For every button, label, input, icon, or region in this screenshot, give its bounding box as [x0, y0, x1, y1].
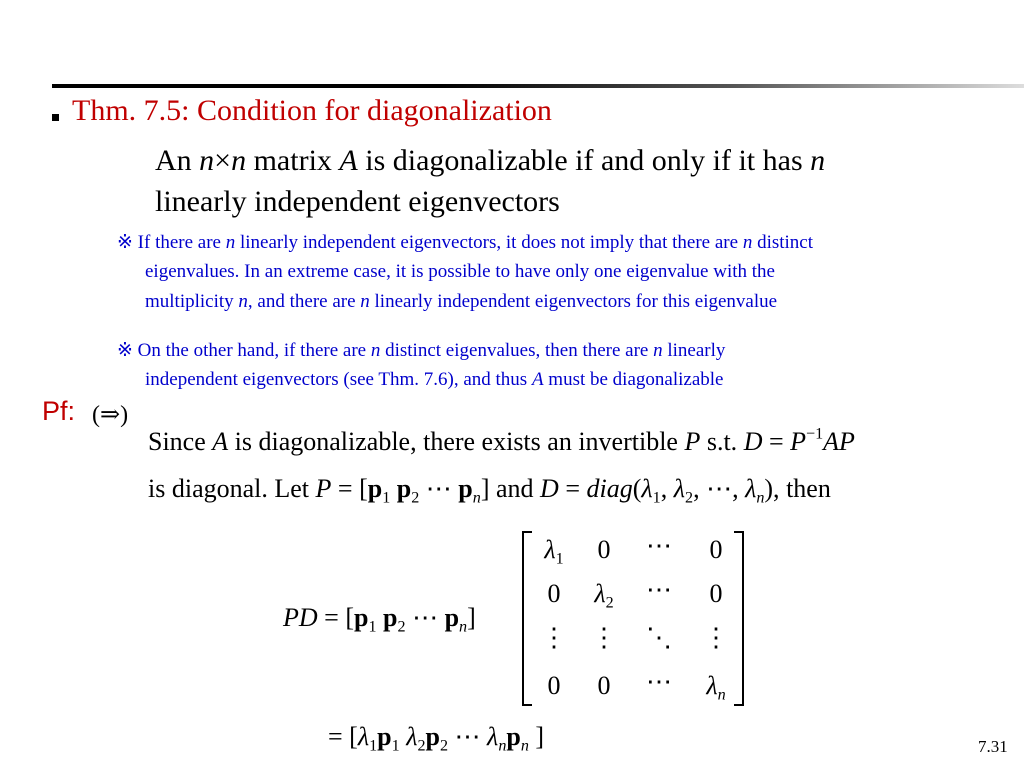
theorem-title: Thm. 7.5: Condition for diagonalization: [72, 94, 552, 127]
note-1-line-3: multiplicity n, and there are n linearly independent eigenvectors for this eigenvalue: [145, 291, 778, 312]
matrix-cell-r4-c1: 0: [547, 671, 561, 700]
proof-line-1: Since A is diagonalizable, there exists an invertible P s.t. $D = P^{-1}AP$: [148, 425, 855, 456]
proof-label: Pf:: [42, 396, 76, 426]
matrix-cell-r2-c2: $\lambda_2$: [594, 579, 614, 612]
matrix-cell-r4-c4: $\lambda_n$: [706, 671, 726, 704]
diagonal-matrix: [522, 531, 744, 706]
reference-mark-icon: ※: [117, 340, 133, 361]
matrix-cell-r1-c3: ⋯: [646, 531, 672, 560]
matrix-cell-r4-c2: 0: [597, 671, 611, 700]
matrix-cell-r3-c2: ⋮: [591, 623, 617, 652]
matrix-cell-r4-c3: ⋯: [646, 667, 672, 696]
matrix-cell-r3-c4: ⋮: [703, 623, 729, 652]
matrix-cell-r3-c3: ⋱: [646, 623, 672, 652]
theorem-statement-line-2: linearly independent eigenvectors: [155, 185, 560, 218]
note-2-line-2: independent eigenvectors (see Thm. 7.6), and thus A must be diagonalizable: [145, 369, 724, 390]
matrix-left-bracket: [522, 531, 532, 706]
proof-line-2: is diagonal. Let $P = [p_1$ $p_2$ ⋯ $p_n$] and $D = diag(\lambda_1$, $\lambda_2$, ⋯, $\lambda_n$), then: [148, 474, 831, 507]
matrix-cell-r2-c4: 0: [709, 579, 723, 608]
note-2-line-1: ※ On the other hand, if there are n distinct eigenvalues, then there are n linearly: [117, 340, 726, 361]
proof-direction: (⇒): [92, 402, 129, 428]
bullet-icon: [52, 114, 59, 121]
result-equation: = [$\lambda_1p_1$ $\lambda_2p_2$ ⋯ $\lambda_np_n$ ]: [328, 722, 545, 755]
page-number: 7.31: [978, 737, 1008, 756]
matrix-cell-r2-c1: 0: [547, 579, 561, 608]
note-1-line-2: eigenvalues. In an extreme case, it is possible to have only one eigenvalue with the: [145, 261, 775, 282]
reference-mark-icon: ※: [117, 232, 133, 253]
matrix-cell-r1-c1: $\lambda_1$: [544, 535, 564, 568]
matrix-cell-r3-c1: ⋮: [541, 623, 567, 652]
pd-equation-left: PD = [$p_1$ $p_2$ ⋯ $p_n$]: [283, 603, 476, 636]
matrix-cell-r2-c3: ⋯: [646, 575, 672, 604]
note-1-line-1: ※ If there are n linearly independent eigenvectors, it does not imply that there are n distinct: [117, 232, 814, 253]
top-rule: [52, 84, 1024, 88]
theorem-statement-line-1: An n×n matrix A is diagonalizable if and only if it has n: [155, 144, 826, 177]
matrix-cell-r1-c4: 0: [709, 535, 723, 564]
matrix-cell-r1-c2: 0: [597, 535, 611, 564]
